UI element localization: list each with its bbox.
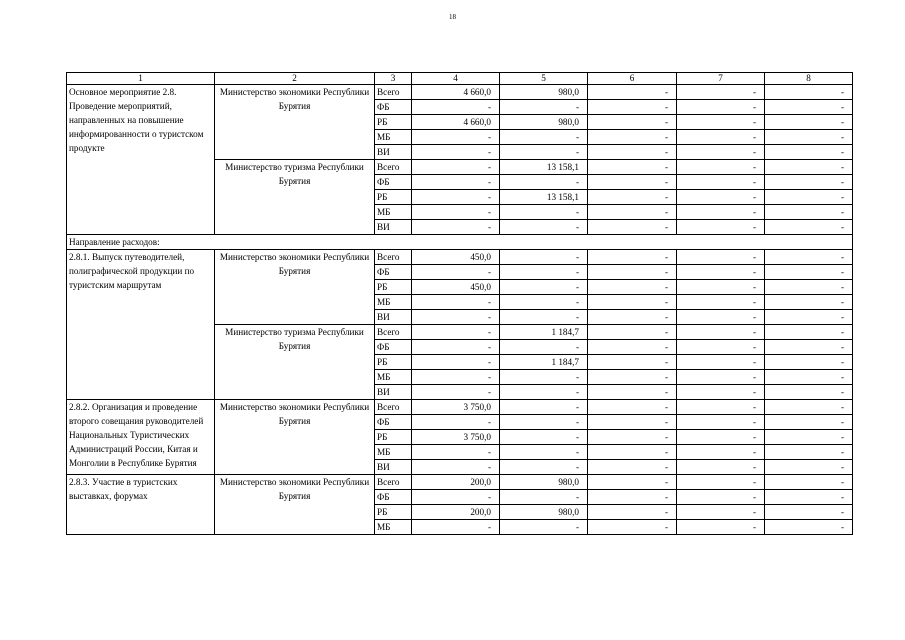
amount-c8: - [765, 175, 853, 190]
amount-c7: - [677, 490, 765, 505]
amount-c8: - [765, 265, 853, 280]
amount-c6: - [588, 505, 677, 520]
amount-c7: - [677, 460, 765, 475]
column-number: 7 [677, 73, 765, 85]
amount-c5: - [500, 430, 588, 445]
funding-source: ВИ [375, 310, 412, 325]
amount-c7: - [677, 430, 765, 445]
amount-c7: - [677, 115, 765, 130]
amount-c5: - [500, 310, 588, 325]
amount-c6: - [588, 430, 677, 445]
amount-c5: - [500, 520, 588, 535]
amount-c6: - [588, 400, 677, 415]
amount-c4: - [412, 100, 500, 115]
amount-c4: - [412, 175, 500, 190]
amount-c4: 200,0 [412, 475, 500, 490]
amount-c7: - [677, 85, 765, 100]
amount-c6: - [588, 295, 677, 310]
amount-c8: - [765, 385, 853, 400]
amount-c7: - [677, 325, 765, 340]
amount-c6: - [588, 250, 677, 265]
responsible-org: Министерство туризма Республики Бурятия [215, 325, 375, 400]
column-number: 1 [67, 73, 215, 85]
amount-c6: - [588, 340, 677, 355]
direction-label: Направление расходов: [67, 235, 853, 250]
amount-c6: - [588, 175, 677, 190]
amount-c7: - [677, 145, 765, 160]
funding-source: ВИ [375, 385, 412, 400]
funding-source: ФБ [375, 265, 412, 280]
column-number: 8 [765, 73, 853, 85]
column-number: 6 [588, 73, 677, 85]
amount-c8: - [765, 325, 853, 340]
amount-c6: - [588, 145, 677, 160]
amount-c4: 4 660,0 [412, 115, 500, 130]
amount-c7: - [677, 340, 765, 355]
amount-c6: - [588, 280, 677, 295]
amount-c7: - [677, 280, 765, 295]
amount-c7: - [677, 130, 765, 145]
amount-c5: - [500, 280, 588, 295]
amount-c4: - [412, 460, 500, 475]
amount-c8: - [765, 355, 853, 370]
amount-c6: - [588, 85, 677, 100]
amount-c5: - [500, 100, 588, 115]
amount-c7: - [677, 265, 765, 280]
event-title: 2.8.2. Организация и проведение второго совещания руководителей Национальных Туристических Администраций России, Китая и Монголии в Республике Бурятия [67, 400, 215, 475]
amount-c4: - [412, 520, 500, 535]
amount-c5: - [500, 250, 588, 265]
amount-c6: - [588, 460, 677, 475]
amount-c8: - [765, 160, 853, 175]
amount-c4: 450,0 [412, 280, 500, 295]
responsible-org: Министерство экономики Республики Бурятия [215, 250, 375, 325]
table-row [67, 475, 853, 490]
amount-c8: - [765, 115, 853, 130]
amount-c6: - [588, 520, 677, 535]
event-title: 2.8.1. Выпуск путеводителей, полиграфической продукции по туристским маршрутам [67, 250, 215, 400]
amount-c4: 4 660,0 [412, 85, 500, 100]
amount-c8: - [765, 130, 853, 145]
responsible-org: Министерство экономики Республики Бурятия [215, 400, 375, 475]
amount-c6: - [588, 415, 677, 430]
amount-c8: - [765, 370, 853, 385]
amount-c4: - [412, 295, 500, 310]
amount-c4: 3 750,0 [412, 400, 500, 415]
amount-c4: - [412, 340, 500, 355]
header-row [67, 73, 853, 85]
table-row [67, 85, 853, 100]
funding-source: ВИ [375, 220, 412, 235]
amount-c5: - [500, 220, 588, 235]
amount-c8: - [765, 100, 853, 115]
amount-c6: - [588, 490, 677, 505]
amount-c7: - [677, 370, 765, 385]
amount-c6: - [588, 325, 677, 340]
funding-source: Всего [375, 475, 412, 490]
amount-c7: - [677, 295, 765, 310]
amount-c5: 980,0 [500, 505, 588, 520]
amount-c8: - [765, 490, 853, 505]
amount-c7: - [677, 175, 765, 190]
amount-c7: - [677, 520, 765, 535]
amount-c8: - [765, 505, 853, 520]
amount-c5: - [500, 130, 588, 145]
amount-c7: - [677, 355, 765, 370]
funding-source: ФБ [375, 415, 412, 430]
amount-c5: - [500, 205, 588, 220]
funding-source: Всего [375, 85, 412, 100]
amount-c8: - [765, 295, 853, 310]
amount-c7: - [677, 400, 765, 415]
amount-c8: - [765, 520, 853, 535]
amount-c7: - [677, 190, 765, 205]
funding-source: РБ [375, 355, 412, 370]
amount-c7: - [677, 160, 765, 175]
responsible-org: Министерство экономики Республики Бурятия [215, 85, 375, 160]
amount-c6: - [588, 355, 677, 370]
funding-source: РБ [375, 280, 412, 295]
funding-source: Всего [375, 400, 412, 415]
amount-c6: - [588, 445, 677, 460]
funding-source: Всего [375, 160, 412, 175]
amount-c5: 980,0 [500, 115, 588, 130]
amount-c5: - [500, 265, 588, 280]
amount-c4: - [412, 220, 500, 235]
amount-c4: - [412, 265, 500, 280]
amount-c8: - [765, 280, 853, 295]
amount-c4: - [412, 355, 500, 370]
amount-c5: - [500, 175, 588, 190]
amount-c4: - [412, 205, 500, 220]
funding-source: МБ [375, 295, 412, 310]
amount-c7: - [677, 220, 765, 235]
amount-c8: - [765, 190, 853, 205]
table-row [67, 400, 853, 415]
amount-c4: - [412, 160, 500, 175]
amount-c6: - [588, 130, 677, 145]
amount-c4: 450,0 [412, 250, 500, 265]
amount-c6: - [588, 475, 677, 490]
amount-c6: - [588, 115, 677, 130]
page-number: 18 [449, 13, 456, 21]
funding-source: РБ [375, 115, 412, 130]
amount-c8: - [765, 445, 853, 460]
amount-c6: - [588, 310, 677, 325]
amount-c6: - [588, 190, 677, 205]
funding-source: Всего [375, 250, 412, 265]
amount-c6: - [588, 205, 677, 220]
funding-source: МБ [375, 520, 412, 535]
amount-c8: - [765, 430, 853, 445]
funding-source: ФБ [375, 490, 412, 505]
amount-c5: 980,0 [500, 85, 588, 100]
amount-c8: - [765, 250, 853, 265]
amount-c4: - [412, 190, 500, 205]
amount-c6: - [588, 265, 677, 280]
funding-source: РБ [375, 430, 412, 445]
amount-c8: - [765, 340, 853, 355]
amount-c4: 3 750,0 [412, 430, 500, 445]
responsible-org: Министерство экономики Республики Бурятия [215, 475, 375, 535]
funding-source: ВИ [375, 460, 412, 475]
column-number: 5 [500, 73, 588, 85]
amount-c4: - [412, 325, 500, 340]
amount-c5: 13 158,1 [500, 190, 588, 205]
amount-c5: - [500, 460, 588, 475]
table-body [67, 73, 853, 535]
funding-source: ФБ [375, 100, 412, 115]
amount-c7: - [677, 205, 765, 220]
amount-c6: - [588, 160, 677, 175]
amount-c6: - [588, 100, 677, 115]
amount-c7: - [677, 445, 765, 460]
funding-source: РБ [375, 190, 412, 205]
amount-c4: - [412, 415, 500, 430]
amount-c5: 13 158,1 [500, 160, 588, 175]
amount-c5: - [500, 370, 588, 385]
amount-c4: - [412, 145, 500, 160]
amount-c4: - [412, 490, 500, 505]
amount-c5: - [500, 385, 588, 400]
amount-c5: - [500, 490, 588, 505]
column-number: 3 [375, 73, 412, 85]
amount-c4: - [412, 385, 500, 400]
amount-c8: - [765, 220, 853, 235]
amount-c6: - [588, 385, 677, 400]
funding-source: МБ [375, 130, 412, 145]
amount-c8: - [765, 85, 853, 100]
amount-c4: - [412, 370, 500, 385]
amount-c4: 200,0 [412, 505, 500, 520]
funding-source: МБ [375, 205, 412, 220]
amount-c5: 1 184,7 [500, 325, 588, 340]
amount-c7: - [677, 310, 765, 325]
amount-c7: - [677, 475, 765, 490]
amount-c7: - [677, 250, 765, 265]
budget-table [66, 72, 853, 535]
amount-c7: - [677, 505, 765, 520]
funding-source: МБ [375, 445, 412, 460]
funding-source: Всего [375, 325, 412, 340]
amount-c5: - [500, 400, 588, 415]
amount-c5: 980,0 [500, 475, 588, 490]
amount-c7: - [677, 415, 765, 430]
event-title: Основное мероприятие 2.8. Проведение мероприятий, направленных на повышение информированности о туристском продукте [67, 85, 215, 235]
amount-c5: - [500, 295, 588, 310]
amount-c4: - [412, 130, 500, 145]
amount-c8: - [765, 475, 853, 490]
amount-c5: - [500, 145, 588, 160]
amount-c8: - [765, 205, 853, 220]
amount-c7: - [677, 100, 765, 115]
amount-c5: - [500, 340, 588, 355]
funding-source: ВИ [375, 145, 412, 160]
amount-c8: - [765, 310, 853, 325]
amount-c5: - [500, 445, 588, 460]
event-title: 2.8.3. Участие в туристских выставках, форумах [67, 475, 215, 535]
amount-c8: - [765, 460, 853, 475]
amount-c8: - [765, 400, 853, 415]
responsible-org: Министерство туризма Республики Бурятия [215, 160, 375, 235]
amount-c4: - [412, 445, 500, 460]
amount-c4: - [412, 310, 500, 325]
amount-c6: - [588, 370, 677, 385]
amount-c5: - [500, 415, 588, 430]
amount-c8: - [765, 415, 853, 430]
column-number: 2 [215, 73, 375, 85]
funding-source: ФБ [375, 340, 412, 355]
funding-source: ФБ [375, 175, 412, 190]
amount-c7: - [677, 385, 765, 400]
amount-c6: - [588, 220, 677, 235]
funding-source: МБ [375, 370, 412, 385]
amount-c5: 1 184,7 [500, 355, 588, 370]
direction-row [67, 235, 853, 250]
column-number: 4 [412, 73, 500, 85]
table-row [67, 250, 853, 265]
amount-c8: - [765, 145, 853, 160]
funding-source: РБ [375, 505, 412, 520]
